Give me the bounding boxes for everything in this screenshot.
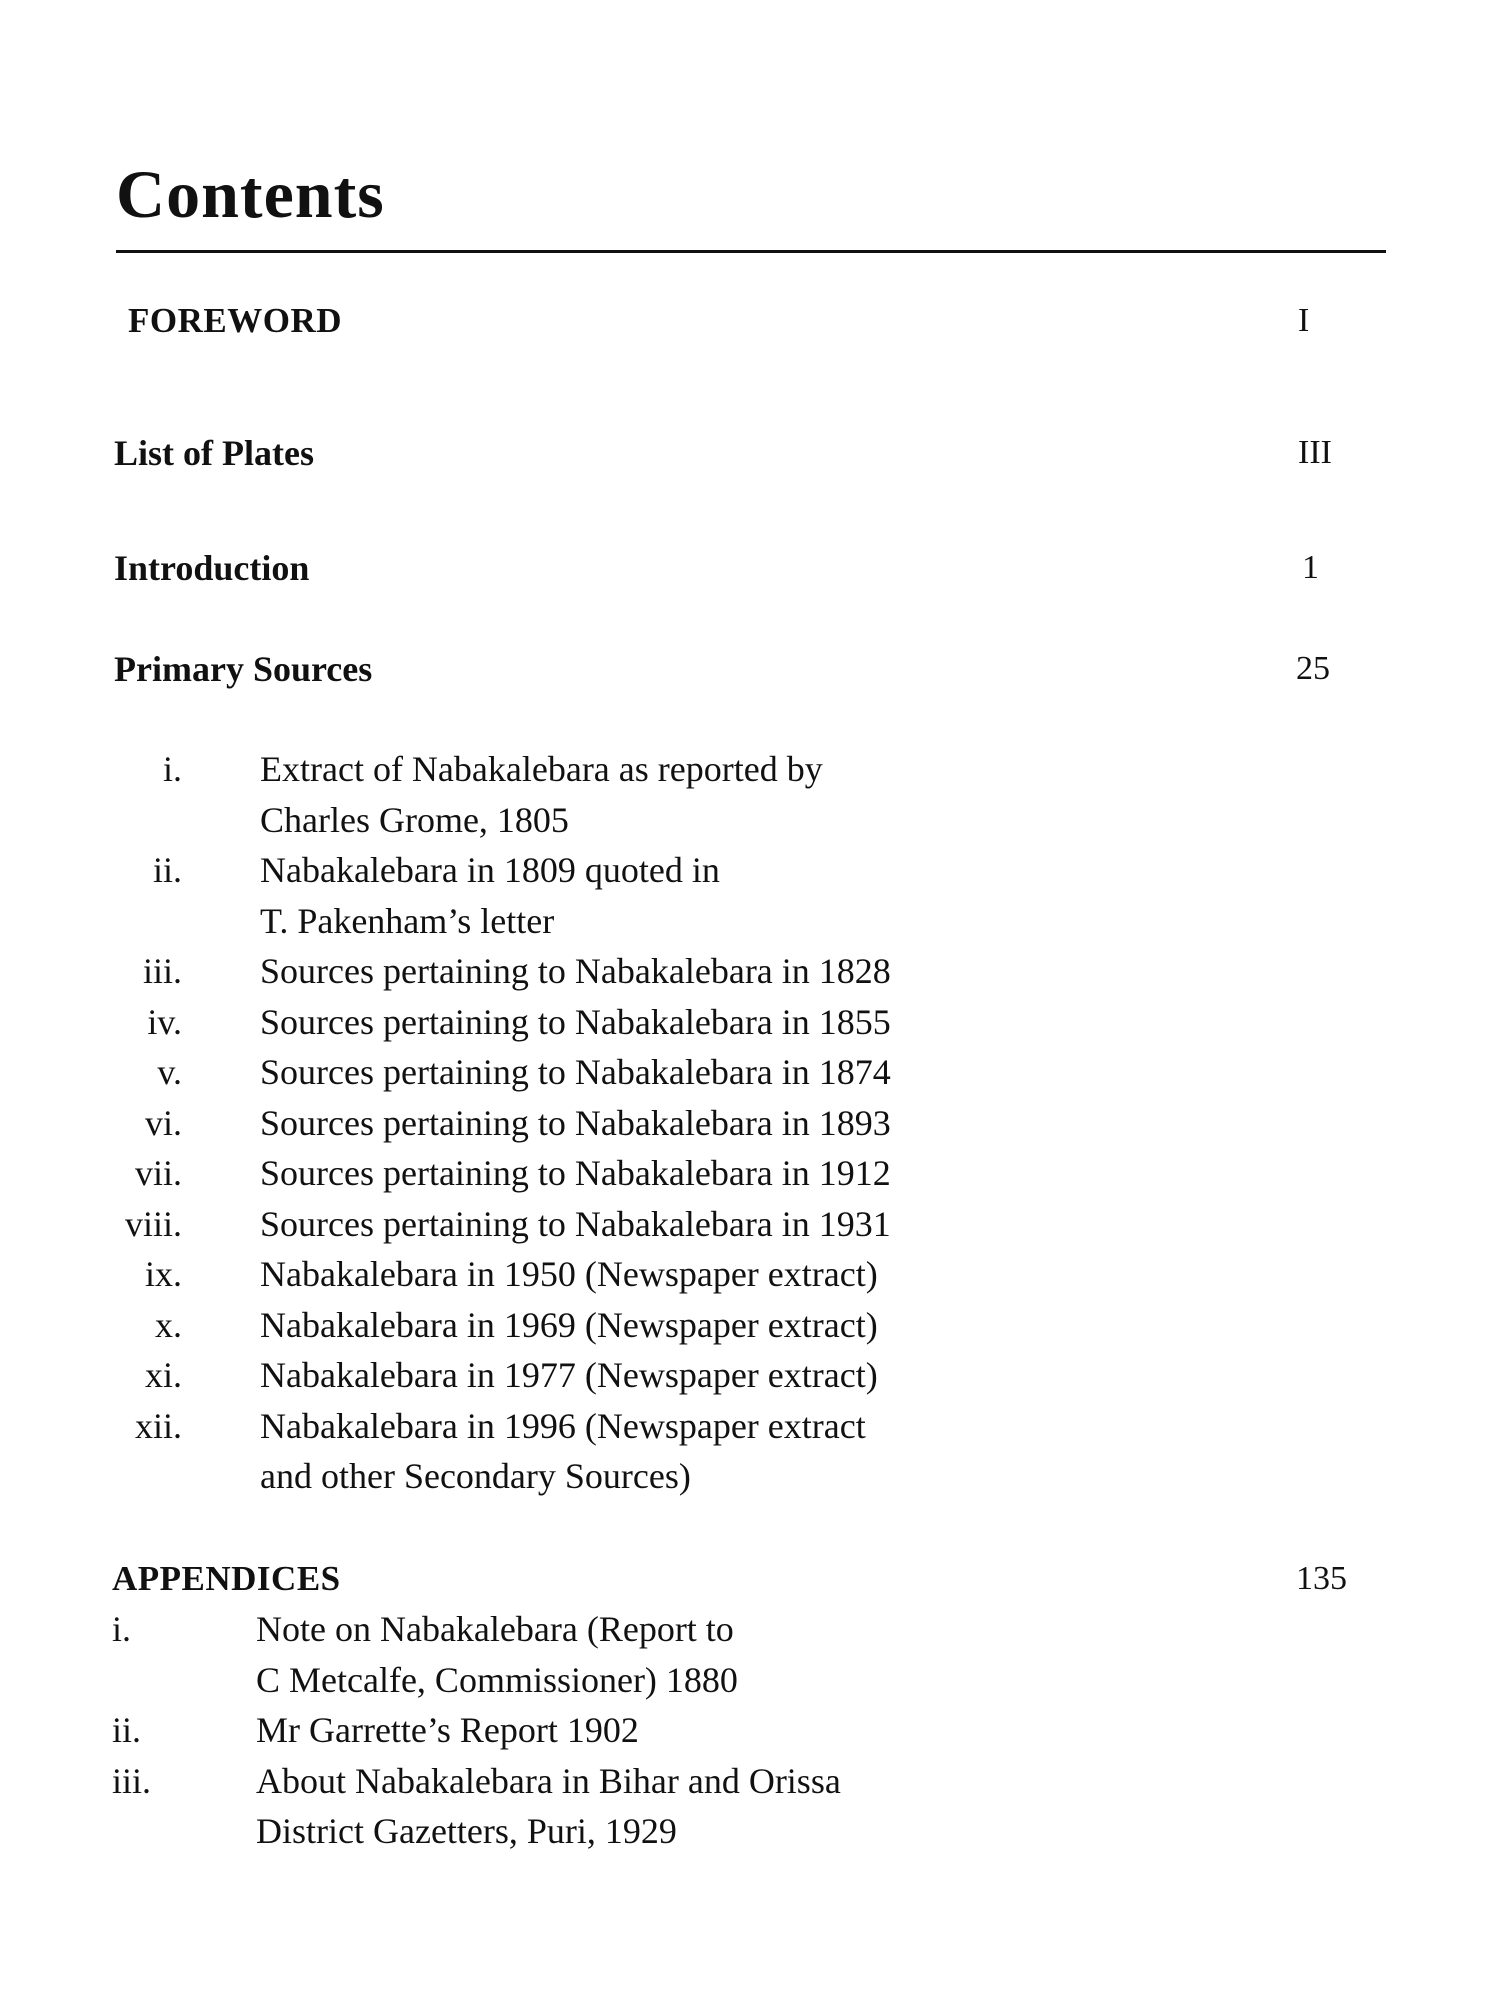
appendix-item-text: About Nabakalebara in Bihar and Orissa District Gazetters, Puri, 1929 bbox=[256, 1760, 841, 1851]
primary-sources-page: 25 bbox=[1296, 650, 1330, 687]
primary-source-item-number: xi. bbox=[144, 1355, 182, 1395]
primary-source-item-number: iv. bbox=[147, 1001, 182, 1042]
foreword-page: I bbox=[1298, 302, 1310, 339]
appendices-page: 135 bbox=[1296, 1560, 1347, 1597]
toc-entry-primary-sources bbox=[0, 644, 1500, 694]
primary-source-item bbox=[0, 1199, 1500, 1250]
primary-source-item bbox=[0, 845, 1500, 946]
list-of-plates-label: List of Plates bbox=[114, 433, 314, 473]
appendix-item bbox=[0, 1705, 1500, 1756]
primary-source-item-number: x. bbox=[155, 1304, 182, 1345]
primary-source-item bbox=[0, 1249, 1500, 1300]
primary-source-item-number: i. bbox=[162, 749, 182, 789]
primary-source-item bbox=[0, 1148, 1500, 1199]
introduction-page: 1 bbox=[1302, 549, 1319, 586]
appendix-item-number: ii. bbox=[112, 1710, 142, 1750]
primary-source-item bbox=[0, 1401, 1500, 1502]
primary-source-item-number: xii. bbox=[134, 1405, 182, 1446]
introduction-label: Introduction bbox=[114, 548, 310, 588]
primary-source-item bbox=[0, 1098, 1500, 1149]
primary-source-item-text: Sources pertaining to Nabakalebara in 1874 bbox=[260, 1052, 891, 1092]
appendix-item-number: iii. bbox=[112, 1760, 152, 1801]
appendix-item-text: Note on Nabakalebara (Report to C Metcalfe, Commissioner) 1880 bbox=[256, 1609, 738, 1700]
page-title: Contents bbox=[116, 156, 385, 232]
primary-sources-list bbox=[0, 744, 1500, 1502]
primary-source-item-number: ix. bbox=[144, 1254, 182, 1294]
title-rule bbox=[116, 250, 1386, 253]
foreword-label: FOREWORD bbox=[128, 301, 342, 340]
primary-source-item-text: Nabakalebara in 1950 (Newspaper extract) bbox=[260, 1254, 878, 1294]
toc-entry-list-of-plates bbox=[0, 428, 1500, 478]
primary-source-item-number: vii. bbox=[134, 1153, 182, 1193]
appendix-item-number: i. bbox=[112, 1609, 132, 1649]
toc-entry-appendices bbox=[0, 1554, 1500, 1604]
primary-sources-label: Primary Sources bbox=[114, 649, 373, 689]
primary-source-item-text: Nabakalebara in 1969 (Newspaper extract) bbox=[260, 1304, 878, 1345]
appendices-list bbox=[0, 1604, 1500, 1857]
primary-source-item-text: Extract of Nabakalebara as reported by Charles Grome, 1805 bbox=[260, 749, 823, 840]
primary-source-item bbox=[0, 1300, 1500, 1351]
primary-source-item-text: Nabakalebara in 1977 (Newspaper extract) bbox=[260, 1355, 878, 1395]
appendix-item bbox=[0, 1756, 1500, 1857]
primary-source-item bbox=[0, 744, 1500, 845]
appendix-item bbox=[0, 1604, 1500, 1705]
primary-source-item-text: Nabakalebara in 1809 quoted in T. Pakenham’s letter bbox=[260, 850, 720, 941]
primary-source-item bbox=[0, 1350, 1500, 1401]
primary-source-item bbox=[0, 997, 1500, 1048]
primary-source-item-text: Sources pertaining to Nabakalebara in 1912 bbox=[260, 1153, 891, 1193]
primary-source-item bbox=[0, 1047, 1500, 1098]
list-of-plates-page: III bbox=[1298, 434, 1332, 471]
primary-source-item-number: v. bbox=[157, 1052, 182, 1092]
primary-source-item-number: ii. bbox=[152, 850, 182, 890]
primary-source-item bbox=[0, 946, 1500, 997]
appendices-label: APPENDICES bbox=[112, 1559, 341, 1598]
toc-entry-foreword bbox=[0, 296, 1500, 346]
primary-source-item-text: Nabakalebara in 1996 (Newspaper extract and other Secondary Sources) bbox=[260, 1405, 866, 1496]
primary-source-item-number: viii. bbox=[124, 1203, 182, 1244]
toc-entry-introduction bbox=[0, 543, 1500, 593]
primary-source-item-text: Sources pertaining to Nabakalebara in 1893 bbox=[260, 1102, 891, 1143]
primary-source-item-number: iii. bbox=[142, 951, 182, 991]
primary-source-item-text: Sources pertaining to Nabakalebara in 1931 bbox=[260, 1203, 891, 1244]
primary-source-item-number: vi. bbox=[144, 1102, 182, 1143]
primary-source-item-text: Sources pertaining to Nabakalebara in 1828 bbox=[260, 951, 891, 991]
appendix-item-text: Mr Garrette’s Report 1902 bbox=[256, 1710, 639, 1750]
primary-source-item-text: Sources pertaining to Nabakalebara in 1855 bbox=[260, 1001, 891, 1042]
